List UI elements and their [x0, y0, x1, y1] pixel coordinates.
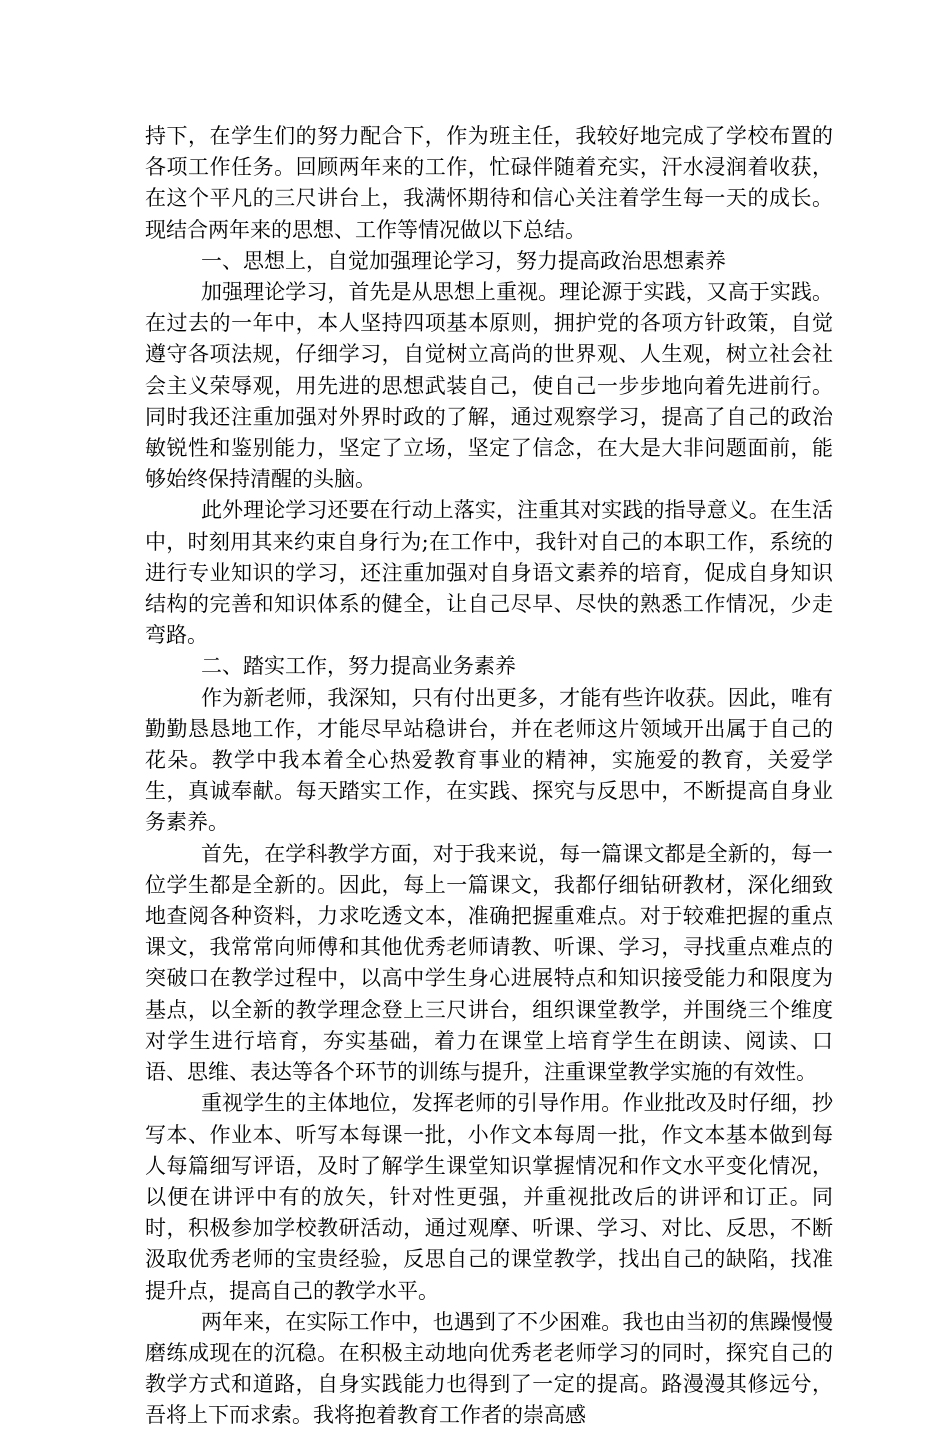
paragraph-reflection: 两年来，在实际工作中，也遇到了不少困难。我也由当初的焦躁慢慢磨练成现在的沉稳。在积极主动地向优秀老老师学习的同时，探究自己的教学方式和道路，自身实践能力也得到了一定的提高。路漫漫其修远兮，吾将上下而求索。我将抱着教育工作者的崇高感: [145, 1309, 833, 1428]
paragraph-student-focus: 重视学生的主体地位，发挥老师的引导作用。作业批改及时仔细，抄写本、作业本、听写本每课一批，小作文本每周一批，作文本基本做到每人每篇细写评语，及时了解学生课堂知识掌握情况和作文水平变化情况，以便在讲评中有的放矢，针对性更强，并重视批改后的讲评和订正。同时，积极参加学校教研活动，通过观摩、听课、学习、对比、反思，不断汲取优秀老师的宝贵经验，反思自己的课堂教学，找出自己的缺陷，找准提升点，提高自己的教学水平。: [145, 1091, 833, 1303]
section-heading-thought: 一、思想上，自觉加强理论学习，努力提高政治思想素养: [201, 248, 726, 273]
document-body: [145, 121, 833, 1432]
paragraph-theory-practice: 此外理论学习还要在行动上落实，注重其对实践的指导意义。在生活中，时刻用其来约束自身行为;在工作中，我针对自己的本职工作，系统的进行专业知识的学习，还注重加强对自身语文素养的培育，促成自身知识结构的完善和知识体系的健全，让自己尽早、尽快的熟悉工作情况，少走弯路。: [145, 498, 833, 648]
paragraph-subject-teaching: 首先，在学科教学方面，对于我来说，每一篇课文都是全新的，每一位学生都是全新的。因此，每上一篇课文，我都仔细钻研教材，深化细致地查阅各种资料，力求吃透文本，准确把握重难点。对于较难把握的重点课文，我常常向师傅和其他优秀老师请教、听课、学习，寻找重点难点的突破口在教学过程中，以高中学生身心进展特点和知识接受能力和限度为基点，以全新的教学理念登上三尺讲台，组织课堂教学，并围绕三个维度对学生进行培育，夯实基础，着力在课堂上培育学生在朗读、阅读、口语、思维、表达等各个环节的训练与提升，注重课堂教学实施的有效性。: [145, 841, 833, 1085]
paragraph-new-teacher: 作为新老师，我深知，只有付出更多，才能有些许收获。因此，唯有勤勤恳恳地工作，才能尽早站稳讲台，并在老师这片领域开出属于自己的花朵。教学中我本着全心热爱教育事业的精神，实施爱的教育，关爱学生，真诚奉献。每天踏实工作，在实践、探究与反思中，不断提高自身业务素养。: [145, 685, 833, 835]
paragraph-intro: 持下，在学生们的努力配合下，作为班主任，我较好地完成了学校布置的各项工作任务。回顾两年来的工作，忙碌伴随着充实，汗水浸润着收获，在这个平凡的三尺讲台上，我满怀期待和信心关注着学生每一天的成长。现结合两年来的思想、工作等情况做以下总结。: [145, 124, 833, 242]
paragraph-theory-study: 加强理论学习，首先是从思想上重视。理论源于实践，又高于实践。在过去的一年中，本人坚持四项基本原则，拥护党的各项方针政策，自觉遵守各项法规，仔细学习，自觉树立高尚的世界观、人生观，树立社会社会主义荣辱观，用先进的思想武装自己，使自己一步步地向着先进前行。同时我还注重加强对外界时政的了解，通过观察学习，提高了自己的政治敏锐性和鉴别能力，坚定了立场，坚定了信念，在大是大非问题面前，能够始终保持清醒的头脑。: [145, 280, 833, 492]
section-heading-work: 二、踏实工作，努力提高业务素养: [201, 654, 516, 679]
